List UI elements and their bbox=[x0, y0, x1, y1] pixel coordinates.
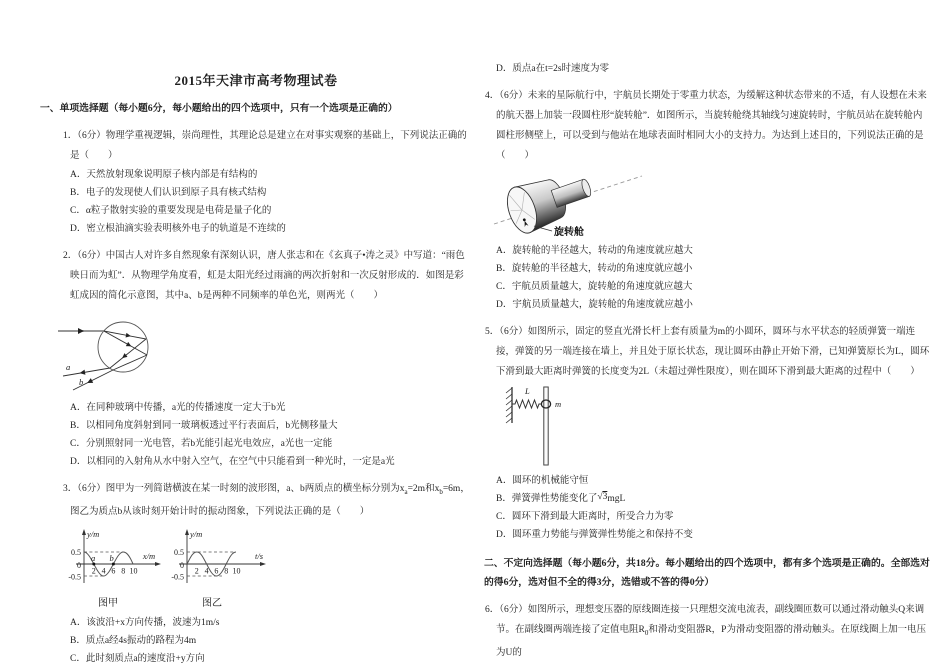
ray-arrow-icon bbox=[126, 342, 133, 349]
q2-option-c: C．分别照射同一光电管，若b光能引起光电效应，a光也一定能 bbox=[70, 439, 333, 449]
section-2-header: 二、不定向选择题（每小题6分，共18分。每小题给出的四个选项中，都有多个选项是正确的。全部选对的得6分，选对但不全的得3分，选错或不答的得0分） bbox=[484, 558, 930, 588]
question-2 bbox=[40, 246, 472, 471]
svg-text:10: 10 bbox=[232, 566, 241, 576]
right-column bbox=[484, 0, 930, 663]
raindrop-refraction-diagram bbox=[58, 309, 163, 397]
q4-option-d: D．宇航员质量越大，旋转舱的角速度就应越小 bbox=[496, 300, 693, 310]
svg-text:4: 4 bbox=[101, 566, 106, 576]
q3-option-a: A．该波沿+x方向传播，波速为1m/s bbox=[70, 617, 220, 628]
question-3 bbox=[40, 479, 472, 668]
ring-mass-label: m bbox=[555, 399, 562, 409]
ray-a-label: a bbox=[66, 362, 71, 372]
point-a-label: a bbox=[91, 552, 96, 563]
q2-stem: 2．（6分）中国古人对许多自然现象有深刻认识，唐人张志和在《玄真子•涛之灵》中写道：“雨色映日而为虹”．从物理学角度看，虹是太阳光经过雨滴的两次折射和一次反射形成的．如图是彩虹成因的简化示意图，其中a、b是两种不同频率的单色光，则两光（ ） bbox=[63, 251, 465, 301]
jia-x-axis-label: x/m bbox=[142, 550, 156, 561]
yi-y-axis-label: y/m bbox=[190, 528, 203, 539]
q1-stem: 1．（6分）物理学重视逻辑，崇尚理性，其理论总是建立在对事实观察的基础上，下列说法正确的是（ ） bbox=[63, 131, 467, 161]
question-6 bbox=[484, 600, 930, 663]
cabin-label: 旋转舱 bbox=[554, 227, 584, 238]
spring-length-label: L bbox=[525, 386, 530, 396]
svg-text:6: 6 bbox=[214, 566, 219, 576]
y-axis-arrow-icon bbox=[82, 529, 86, 535]
svg-text:2: 2 bbox=[194, 566, 199, 576]
q1-option-c: C．α粒子散射实验的重要发现是电荷是量子化的 bbox=[70, 206, 272, 216]
wave-figure-yi bbox=[171, 529, 266, 609]
raindrop-circle bbox=[98, 322, 148, 372]
svg-text:10: 10 bbox=[129, 566, 138, 576]
q4-option-b: B．旋转舱的半径越大，转动的角速度就应越小 bbox=[496, 264, 693, 274]
vertical-rod bbox=[544, 387, 548, 465]
q4-option-a: A．旋转舱的半径越大，转动的角速度就应越大 bbox=[496, 246, 693, 256]
svg-text:4: 4 bbox=[204, 566, 209, 576]
jia-y-axis-label: y/m bbox=[87, 528, 100, 539]
left-column bbox=[40, 0, 472, 668]
svg-text:8: 8 bbox=[224, 566, 229, 576]
wall-hatching bbox=[506, 388, 512, 423]
q3-option-d: D．质点a在t=2s时速度为零 bbox=[496, 64, 610, 74]
x-axis-arrow-icon bbox=[155, 562, 161, 566]
t-axis-arrow-icon bbox=[260, 562, 266, 566]
q5-stem: 5．（6分）如图所示，固定的竖直光滑长杆上套有质量为m的小圆环，圆环与水平状态的轻质弹簧一端连接，弹簧的另一端连接在墙上，并且处于原长状态，现让圆环由静止开始下滑，已知弹簧原长为L，圆环下滑到最大距离时弹簧的长度变为2L（未超过弹性限度），则在圆环下滑到最大距离的过程中（ ） bbox=[485, 327, 930, 377]
y-axis-arrow-icon bbox=[185, 529, 189, 535]
q3-option-c: C．此时刻质点a的速度沿+y方向 bbox=[70, 653, 205, 664]
incoming-ray-arrow-icon bbox=[78, 328, 84, 334]
q4-stem: 4．（6分）未来的星际航行中，宇航员长期处于零重力状态，为缓解这种状态带来的不适，有人设想在未来的航天器上加装一段圆柱形“旋转舱”．如图所示，当旋转舱绕其轴线匀速旋转时，宇航员站在旋转舱内圆柱形侧壁上，可以受到与他站在地球表面时相同大小的支持力。为达到上述目的，下列说法正确的是（ ） bbox=[485, 91, 927, 161]
q4-option-c: C．宇航员质量越大，旋转舱的角速度就应越大 bbox=[496, 282, 693, 292]
question-1 bbox=[40, 126, 472, 238]
q2-option-b: B．以相同角度斜射到同一玻璃板透过平行表面后，b光侧移量大 bbox=[70, 421, 338, 431]
svg-text:0.5: 0.5 bbox=[71, 547, 81, 557]
svg-text:2: 2 bbox=[91, 566, 96, 576]
q6-stem: 6．（6分）如图所示，理想变压器的原线圈连接一只理想交流电流表，副线圈匝数可以通过滑动触头Q来调节。在副线圈两端连接了定值电阻$R_0$和滑动变阻器R，P为滑动变阻器的滑动触头。在原线圈上加一电压为U的 bbox=[485, 605, 926, 658]
spring-ring-rod-diagram bbox=[496, 384, 596, 470]
question-4 bbox=[484, 86, 930, 314]
wave-figure-jia bbox=[68, 529, 161, 609]
q5-option-b: B．弹簧弹性势能变化了√3mgL bbox=[484, 490, 930, 508]
q5-option-c: C．圆环下滑到最大距离时，所受合力为零 bbox=[496, 512, 674, 522]
q1-option-b: B．电子的发现使人们认识到原子具有核式结构 bbox=[70, 188, 267, 198]
svg-text:-0.5: -0.5 bbox=[68, 572, 81, 582]
wave-figures bbox=[62, 526, 277, 612]
q2-option-a: A．在同种玻璃中传播，a光的传播速度一定大于b光 bbox=[70, 403, 286, 413]
section-1-header: 一、单项选择题（每小题6分，每小题给出的四个选项中，只有一个选项是正确的） bbox=[40, 103, 398, 114]
svg-text:0: 0 bbox=[77, 560, 81, 570]
point-b-label: b bbox=[109, 552, 114, 563]
sqrt-radical: √3 bbox=[597, 492, 608, 502]
page-title: 2015年天津市高考物理试卷 bbox=[174, 73, 338, 88]
svg-text:0: 0 bbox=[180, 560, 184, 570]
q3-option-b: B．质点a经4s振动的路程为4m bbox=[70, 635, 197, 646]
svg-text:6: 6 bbox=[111, 566, 116, 576]
q2-option-d: D．以相同的入射角从水中射入空气，在空气中只能看到一种光时，一定是a光 bbox=[70, 457, 395, 467]
rotating-cabin-diagram bbox=[490, 168, 650, 242]
yi-caption: 图乙 bbox=[202, 597, 222, 609]
q1-option-a: A．天然放射现象说明原子核内部是有结构的 bbox=[70, 170, 258, 180]
question-5 bbox=[484, 322, 930, 544]
q3-stem: 3．（6分）图甲为一列简谐横波在某一时刻的波形图，a、b两质点的横坐标分别为$x_a=2m$和$x_b=6m$，图乙为质点b从该时刻开始计时的振动图象，下列说法正确的是（ ） bbox=[63, 484, 470, 517]
jia-caption: 图甲 bbox=[98, 597, 118, 609]
svg-text:-0.5: -0.5 bbox=[171, 572, 184, 582]
svg-text:0.5: 0.5 bbox=[174, 547, 184, 557]
svg-text:8: 8 bbox=[121, 566, 126, 576]
yi-t-axis-label: t/s bbox=[255, 550, 264, 561]
q5-option-a: A．圆环的机械能守恒 bbox=[496, 476, 589, 486]
spring-coil bbox=[512, 400, 542, 408]
ray-b-arrow-icon bbox=[86, 378, 93, 385]
q1-option-d: D．密立根油滴实验表明核外电子的轨道是不连续的 bbox=[70, 224, 286, 234]
ray-b-label: b bbox=[79, 377, 84, 387]
q5-option-d: D．圆环重力势能与弹簧弹性势能之和保持不变 bbox=[496, 530, 693, 540]
